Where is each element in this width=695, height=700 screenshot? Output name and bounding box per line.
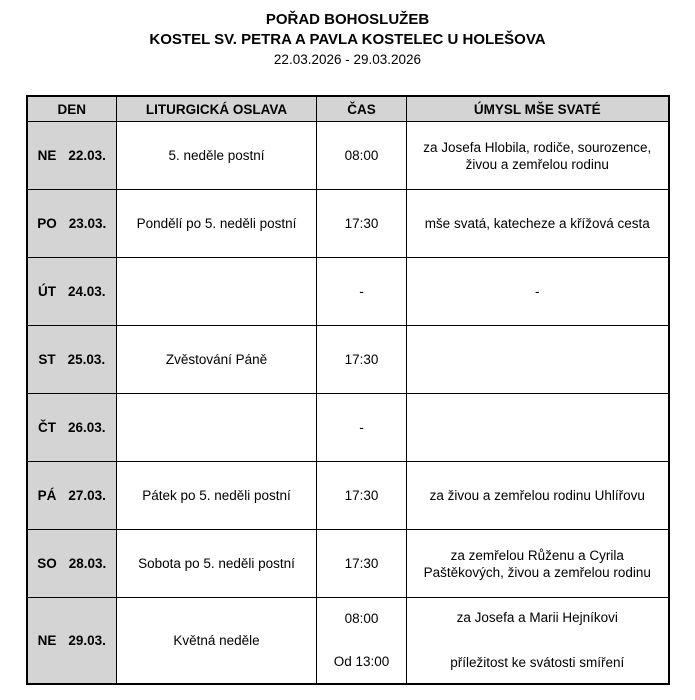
table-row: [27, 530, 669, 598]
intention-cell: [407, 462, 669, 530]
intention-text: za Josefa Hlobila, rodiče, sourozence, živou a zemřelou rodinu: [423, 139, 652, 172]
day-abbrev: PÁ: [37, 488, 57, 503]
day-date: 28.03.: [68, 556, 107, 571]
day-wrap: [32, 633, 113, 648]
time-value: -: [359, 420, 364, 435]
table-row: [27, 394, 669, 462]
celebration-cell: Květná neděle: [117, 598, 317, 684]
celebration-cell: 5. neděle postní: [117, 122, 317, 190]
day-abbrev: NE: [37, 148, 57, 163]
table-row: [27, 326, 669, 394]
celebration-cell: Sobota po 5. neděli postní: [117, 530, 317, 598]
intention-cell: [407, 190, 669, 258]
time-cell: [317, 530, 407, 598]
title-block: [0, 10, 695, 70]
day-date: 25.03.: [67, 352, 106, 367]
celebration-cell: Pátek po 5. neděli postní: [117, 462, 317, 530]
column-header-den: DEN: [27, 96, 117, 122]
day-date: 26.03.: [67, 420, 106, 435]
time-cell: [317, 258, 407, 326]
intention-cell: [407, 326, 669, 394]
time-value: Od 13:00: [333, 654, 390, 670]
day-date: 27.03.: [68, 488, 106, 503]
day-cell: [27, 122, 117, 190]
intention-text: za Josefa a Marii Hejníkovi: [456, 610, 618, 626]
intention-cell: [407, 598, 669, 684]
day-abbrev: ČT: [37, 420, 56, 435]
intention-text: mše svatá, katecheze a křížová cesta: [424, 216, 650, 231]
time-cell: [317, 190, 407, 258]
day-abbrev: ÚT: [37, 284, 56, 299]
table-row: [27, 122, 669, 190]
celebration-cell: [117, 394, 317, 462]
table-row: [27, 462, 669, 530]
day-abbrev: SO: [37, 556, 57, 571]
day-wrap: [32, 488, 113, 503]
day-abbrev: PO: [37, 216, 57, 231]
column-header-cas: ČAS: [317, 96, 407, 122]
time-value: 17:30: [344, 352, 379, 367]
day-wrap: [32, 420, 113, 435]
table-row: [27, 598, 669, 684]
day-wrap: [32, 216, 113, 231]
column-header-umysl: ÚMYSL MŠE SVATÉ: [407, 96, 669, 122]
day-cell: [27, 326, 117, 394]
day-wrap: [32, 352, 113, 367]
time-value: -: [359, 284, 364, 299]
intention-text: příležitost ke svátosti smíření: [450, 655, 625, 671]
intention-text: -: [535, 284, 540, 299]
day-date: 24.03.: [67, 284, 106, 299]
intention-text: za živou a zemřelou rodinu Uhlířovu: [429, 488, 645, 503]
table-row: [27, 258, 669, 326]
time-value: 17:30: [344, 488, 379, 503]
day-wrap: [32, 556, 113, 571]
time-cell: [317, 326, 407, 394]
time-cell: [317, 462, 407, 530]
page-title: POŘAD BOHOSLUŽEB: [265, 11, 430, 28]
intention-cell: [407, 258, 669, 326]
day-date: 29.03.: [68, 632, 106, 648]
intention-cell: [407, 394, 669, 462]
schedule-body: [27, 122, 669, 684]
day-cell: [27, 530, 117, 598]
intention-text: za zemřelou Růženu a Cyrila Paštěkových, živou a zemřelou rodinu: [423, 547, 651, 580]
celebration-cell: Pondělí po 5. neděli postní: [117, 190, 317, 258]
day-wrap: [32, 284, 113, 299]
table-header-row: [27, 96, 669, 122]
celebration-cell: [117, 258, 317, 326]
day-date: 22.03.: [68, 148, 106, 163]
day-date: 23.03.: [68, 216, 107, 231]
day-abbrev: ST: [38, 352, 56, 367]
day-abbrev: NE: [37, 632, 57, 648]
table-row: [27, 190, 669, 258]
day-wrap: [32, 148, 113, 163]
schedule-table: [26, 95, 670, 685]
column-header-liturgicka-oslava: LITURGICKÁ OSLAVA: [117, 96, 317, 122]
day-cell: [27, 462, 117, 530]
day-cell: [27, 190, 117, 258]
celebration-cell: Zvěstování Páně: [117, 326, 317, 394]
time-value: 17:30: [344, 216, 379, 231]
day-cell: [27, 394, 117, 462]
day-cell: [27, 598, 117, 684]
intention-cell: [407, 530, 669, 598]
time-value: 08:00: [344, 148, 379, 163]
time-cell: [317, 598, 407, 684]
day-cell: [27, 258, 117, 326]
time-cell: [317, 122, 407, 190]
intention-cell: [407, 122, 669, 190]
time-value: 17:30: [344, 556, 379, 571]
time-cell: [317, 394, 407, 462]
church-name: KOSTEL SV. PETRA A PAVLA KOSTELEC U HOLEŠOVA: [149, 31, 546, 48]
time-value: 08:00: [344, 611, 379, 627]
date-range: 22.03.2026 - 29.03.2026: [273, 52, 422, 67]
